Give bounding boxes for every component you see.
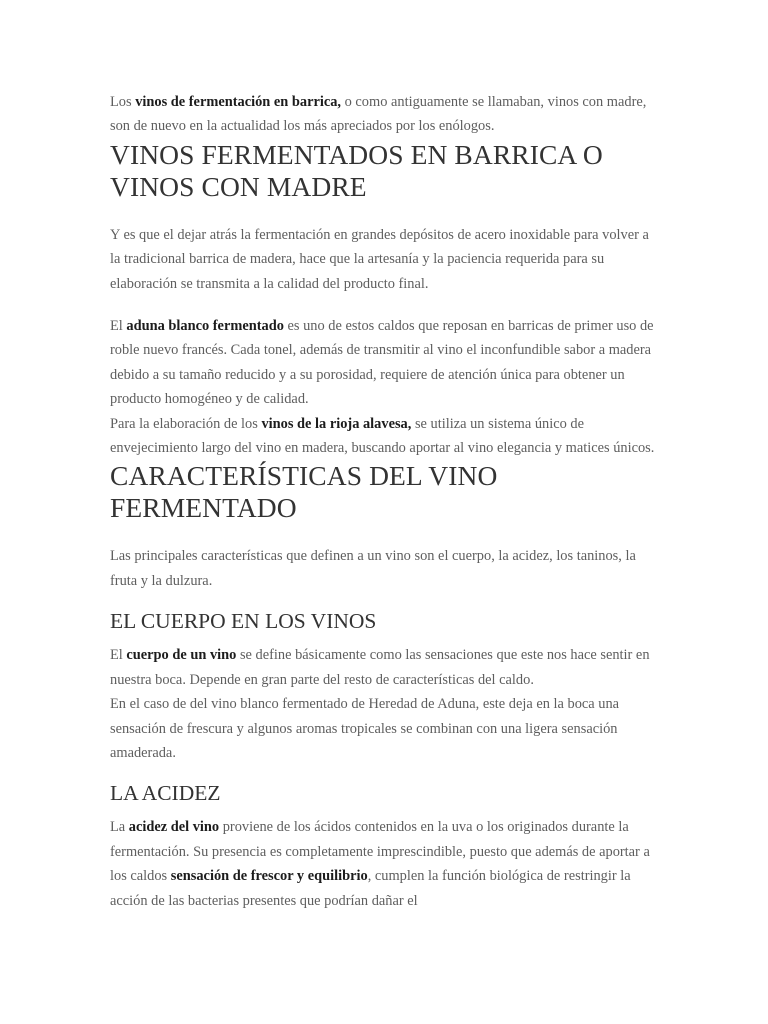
para5-bold-1: cuerpo de un vino	[126, 647, 237, 664]
para7-text-2: proviene de los ácidos contenidos en la uva o los originados durante la fermentación. Su presencia es completamente imprescindible, puesto que además de aportar a los caldos	[110, 819, 650, 885]
para5-text-2: se define básicamente como las sensaciones que este nos hace sentir en nuestra boca. Depende en gran parte del resto de características del caldo.	[110, 647, 650, 688]
intro-paragraph	[110, 90, 662, 139]
intro-text-1: Los	[110, 94, 136, 110]
heading-acidez: LA ACIDEZ	[110, 781, 221, 806]
heading-vinos-fermentados: VINOS FERMENTADOS EN BARRICA O VINOS CON MADRE	[110, 138, 603, 202]
para7-text-1: La	[110, 819, 129, 836]
paragraph-caracteristicas: Las principales características que definen a un vino son el cuerpo, la acidez, los taninos, la fruta y la dulzura.	[110, 548, 636, 589]
paragraph-cuerpo	[110, 643, 662, 692]
heading-caracteristicas: CARACTERÍSTICAS DEL VINO FERMENTADO	[110, 460, 498, 524]
paragraph-aduna	[110, 314, 662, 412]
paragraph-heredad: En el caso de del vino blanco fermentado de Heredad de Aduna, este deja en la boca una sensación de frescura y algunos aromas tropicales se combinan con una ligera sensación amaderada.	[110, 696, 620, 761]
para2-text-2: es uno de estos caldos que reposan en barricas de primer uso de roble nuevo francés. Cada tonel, además de transmitir al vino el inconfundible sabor a madera debido a su tamaño reducido y a su porosidad, requiere de atención única para obtener un producto homogéneo y de calidad.	[110, 318, 654, 408]
para3-text-1: Para la elaboración de los	[110, 415, 262, 432]
para3-bold-1: vinos de la rioja alavesa,	[261, 415, 412, 432]
heading-cuerpo: EL CUERPO EN LOS VINOS	[110, 609, 377, 634]
para5-text-1: El	[110, 647, 127, 664]
para2-text-1: El	[110, 318, 127, 335]
intro-bold-1: vinos de fermentación en barrica,	[135, 94, 342, 110]
document-body	[110, 90, 662, 913]
intro-text-2: o como antiguamente se llamaban, vinos con madre, son de nuevo en la actualidad los más apreciados por los enólogos.	[110, 94, 647, 135]
paragraph-deposito: Y es que el dejar atrás la fermentación en grandes depósitos de acero inoxidable para volver a la tradicional barrica de madera, hace que la artesanía y la paciencia requerida para su elaboración se transmita a la calidad del producto final.	[110, 226, 649, 292]
paragraph-acidez	[110, 815, 662, 913]
para7-text-3: , cumplen la función biológica de restringir la acción de las bacterias presentes que podrían dañar el	[110, 868, 631, 909]
para7-bold-2: sensación de frescor y equilibrio	[170, 868, 368, 885]
para3-text-2: se utiliza un sistema único de envejecimiento largo del vino en madera, buscando aportar al vino elegancia y matices únicos.	[110, 415, 655, 457]
para2-bold-1: aduna blanco fermentado	[126, 318, 284, 335]
paragraph-rioja	[110, 412, 662, 461]
para7-bold-1: acidez del vino	[128, 819, 220, 836]
